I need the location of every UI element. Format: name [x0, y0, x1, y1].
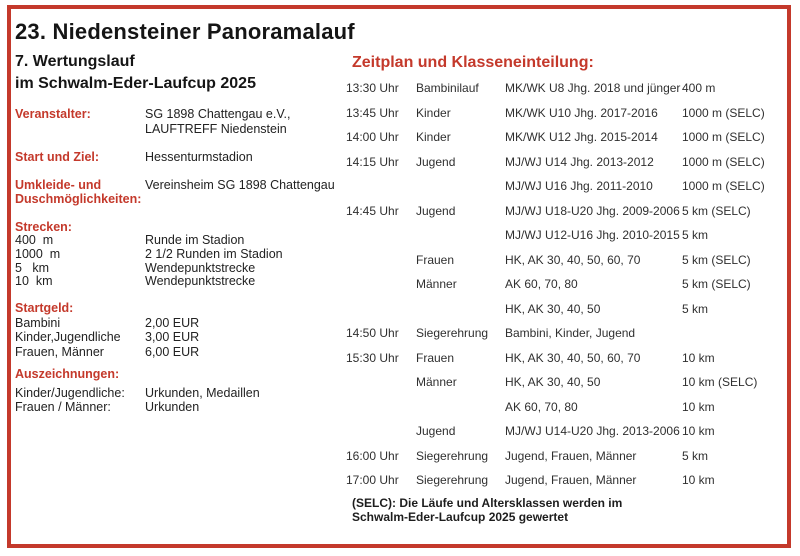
schedule-time: 13:45 Uhr	[346, 105, 399, 120]
schedule-classes: MJ/WJ U14-U20 Jhg. 2013-2006	[505, 424, 680, 438]
startgeld-fee: 6,00 EUR	[145, 344, 200, 359]
schedule-row	[346, 107, 786, 132]
schedule-row	[346, 156, 786, 181]
startgeld-row	[15, 330, 341, 345]
schedule-row	[346, 278, 786, 303]
auszeichnungen-row	[15, 386, 341, 401]
schedule-classes: Bambini, Kinder, Jugend	[505, 326, 636, 340]
schedule-row	[346, 327, 786, 352]
strecken-heading: Strecken:	[15, 219, 72, 234]
schedule-category: Kinder	[416, 105, 451, 120]
strecken-row	[15, 275, 341, 289]
veranstalter-label: Veranstalter:	[15, 107, 91, 121]
strecken-row	[15, 234, 341, 248]
schedule-classes: MJ/WJ U18-U20 Jhg. 2009-2006	[505, 203, 680, 218]
schedule-classes: HK, AK 30, 40, 50	[505, 301, 601, 316]
auszeichnungen-row	[15, 400, 341, 415]
schedule-classes: MK/WK U10 Jhg. 2017-2016	[505, 105, 658, 120]
schedule-distance: 10 km	[682, 350, 715, 365]
schedule-classes: AK 60, 70, 80	[505, 277, 578, 291]
schedule-classes: Jugend, Frauen, Männer	[505, 473, 637, 487]
schedule-time: 14:15 Uhr	[346, 154, 399, 169]
strecken-row	[15, 262, 341, 276]
schedule-classes: MK/WK U8 Jhg. 2018 und jünger	[505, 81, 681, 95]
auszeichnungen-heading: Auszeichnungen:	[15, 367, 120, 382]
start-ziel-value: Hessenturmstadion	[145, 150, 253, 164]
schedule-time: 17:00 Uhr	[346, 473, 399, 487]
schedule-row	[346, 131, 786, 156]
schedule-classes: MJ/WJ U14 Jhg. 2013-2012	[505, 154, 654, 169]
schedule-category: Männer	[416, 277, 457, 291]
schedule-distance: 5 km	[682, 301, 709, 316]
schedule-classes: HK, AK 30, 40, 50, 60, 70	[505, 252, 641, 267]
info-veranstalter	[15, 107, 341, 136]
startgeld-row	[15, 345, 341, 360]
strecken-distance: 5 km	[15, 260, 50, 275]
umkleide-label-line-1: Umkleide- und	[15, 177, 102, 192]
veranstalter-value-line-1: SG 1898 Chattengau e.V.,	[145, 107, 291, 121]
schedule-row	[346, 82, 786, 107]
schedule-time: 14:50 Uhr	[346, 326, 399, 340]
schedule-category: Siegerehrung	[416, 326, 489, 340]
schedule-row	[346, 376, 786, 401]
schedule-time: 14:45 Uhr	[346, 203, 399, 218]
schedule-row	[346, 450, 786, 475]
strecken-distance: 1000 m	[15, 246, 61, 261]
umkleide-value: Vereinsheim SG 1898 Chattengau	[145, 177, 335, 192]
strecken-desc: Wendepunktstrecke	[145, 274, 256, 289]
umkleide-label-line-2: Duschmöglichkeiten:	[15, 192, 142, 206]
auszeichnungen-award: Urkunden, Medaillen	[145, 385, 260, 400]
startgeld-heading: Startgeld:	[15, 301, 74, 316]
startgeld-group: Kinder,Jugendliche	[15, 330, 121, 345]
schedule-distance: 10 km	[682, 424, 715, 438]
schedule-row	[346, 352, 786, 377]
schedule-classes: MK/WK U12 Jhg. 2015-2014	[505, 130, 658, 144]
veranstalter-value	[145, 107, 341, 136]
schedule-classes: MJ/WJ U16 Jhg. 2011-2010	[505, 179, 653, 193]
schedule-distance: 10 km	[682, 473, 715, 487]
schedule-distance: 400 m	[682, 81, 716, 95]
schedule-category: Bambinilauf	[416, 81, 479, 95]
schedule-category: Jugend	[416, 203, 456, 218]
schedule-category: Siegerehrung	[416, 473, 489, 487]
startgeld-group: Frauen, Männer	[15, 344, 104, 359]
schedule-category: Jugend	[416, 154, 456, 169]
schedule-distance: 5 km (SELC)	[682, 277, 751, 291]
schedule-classes: HK, AK 30, 40, 50	[505, 375, 601, 389]
schedule-distance: 5 km (SELC)	[682, 203, 751, 218]
info-auszeichnungen	[15, 367, 341, 415]
schedule-row	[346, 425, 786, 450]
schedule-distance: 1000 m (SELC)	[682, 105, 765, 120]
umkleide-label	[15, 178, 145, 207]
auszeichnungen-group: Kinder/Jugendliche:	[15, 385, 125, 400]
veranstalter-value-line-2: LAUFTREFF Niedenstein	[145, 121, 287, 136]
schedule-row	[346, 254, 786, 279]
selc-footnote-line-1: (SELC): Die Läufe und Altersklassen werden im	[352, 495, 623, 510]
subtitle-line-2: im Schwalm-Eder-Laufcup 2025	[15, 75, 256, 92]
schedule-classes: MJ/WJ U12-U16 Jhg. 2010-2015	[505, 228, 680, 242]
schedule-row	[346, 180, 786, 205]
strecken-distance: 400 m	[15, 233, 54, 247]
strecken-row	[15, 248, 341, 262]
subtitle-line-1: 7. Wertungslauf	[15, 53, 135, 70]
selc-footnote	[346, 496, 692, 525]
schedule-distance: 1000 m (SELC)	[682, 154, 765, 169]
info-startgeld	[15, 301, 341, 359]
schedule-category: Frauen	[416, 350, 455, 365]
schedule-distance: 10 km (SELC)	[682, 375, 758, 389]
schedule-row	[346, 303, 786, 328]
schedule-row	[346, 229, 786, 254]
schedule-category: Jugend	[416, 424, 456, 438]
strecken-desc: 2 1/2 Runden im Stadion	[145, 246, 283, 261]
page-subtitle	[15, 51, 256, 95]
schedule-table	[346, 82, 786, 499]
schedule-distance: 1000 m (SELC)	[682, 179, 765, 193]
strecken-distance: 10 km	[15, 274, 53, 289]
info-start-ziel	[15, 150, 341, 165]
schedule-row	[346, 401, 786, 426]
schedule-heading: Zeitplan und Klasseneinteilung:	[352, 54, 594, 71]
start-ziel-label: Start und Ziel:	[15, 150, 100, 164]
schedule-row	[346, 205, 786, 230]
page-title: 23. Niedensteiner Panoramalauf	[15, 19, 355, 44]
startgeld-fee: 2,00 EUR	[145, 315, 200, 330]
schedule-distance: 1000 m (SELC)	[682, 130, 765, 144]
schedule-distance: 5 km	[682, 228, 709, 242]
strecken-desc: Runde im Stadion	[145, 233, 245, 247]
schedule-distance: 5 km (SELC)	[682, 252, 751, 267]
schedule-time: 14:00 Uhr	[346, 130, 399, 144]
strecken-desc: Wendepunktstrecke	[145, 260, 256, 275]
schedule-column	[346, 54, 786, 525]
schedule-category: Kinder	[416, 130, 451, 144]
schedule-time: 13:30 Uhr	[346, 81, 399, 95]
schedule-category: Frauen	[416, 252, 455, 267]
schedule-distance: 5 km	[682, 448, 709, 463]
startgeld-group: Bambini	[15, 315, 61, 330]
schedule-time: 16:00 Uhr	[346, 448, 399, 463]
selc-footnote-line-2: Schwalm-Eder-Laufcup 2025 gewertet	[352, 510, 569, 524]
startgeld-fee: 3,00 EUR	[145, 330, 200, 345]
auszeichnungen-group: Frauen / Männer:	[15, 400, 111, 415]
schedule-distance: 10 km	[682, 399, 715, 414]
info-strecken	[15, 220, 341, 290]
startgeld-row	[15, 316, 341, 331]
schedule-category: Männer	[416, 375, 457, 389]
schedule-classes: HK, AK 30, 40, 50, 60, 70	[505, 350, 641, 365]
schedule-time: 15:30 Uhr	[346, 350, 399, 365]
schedule-category: Siegerehrung	[416, 448, 489, 463]
schedule-classes: Jugend, Frauen, Männer	[505, 448, 637, 463]
schedule-classes: AK 60, 70, 80	[505, 399, 578, 414]
auszeichnungen-award: Urkunden	[145, 400, 200, 415]
event-info-column	[15, 107, 341, 415]
info-umkleide	[15, 178, 341, 207]
